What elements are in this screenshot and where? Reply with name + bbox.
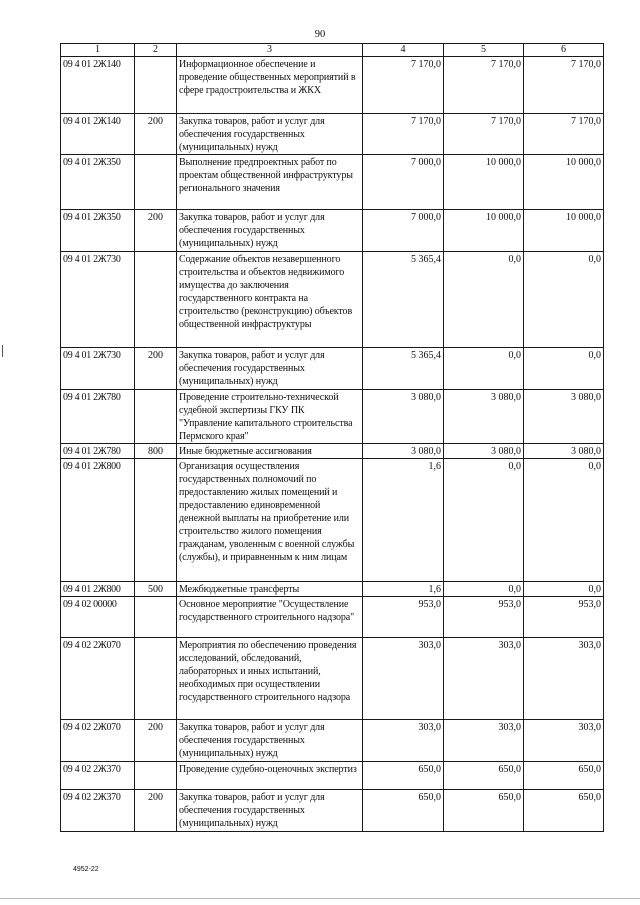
item-name: Закупка товаров, работ и услуг для обеспечения государственных (муниципальных) нужд (177, 114, 363, 155)
expense-type-code: 200 (135, 210, 177, 252)
amount-year-1: 3 080,0 (363, 390, 444, 444)
amount-year-2: 7 170,0 (444, 57, 524, 114)
amount-year-3: 303,0 (524, 720, 604, 762)
item-name: Межбюджетные трансферты (177, 582, 363, 597)
expense-type-code (135, 597, 177, 638)
target-article-code: 09 4 01 2Ж730 (61, 252, 135, 348)
amount-year-1: 953,0 (363, 597, 444, 638)
amount-year-3: 10 000,0 (524, 155, 604, 210)
amount-year-1: 650,0 (363, 790, 444, 832)
target-article-code: 09 4 01 2Ж800 (61, 459, 135, 582)
column-header: 1 (61, 44, 135, 57)
amount-year-1: 7 000,0 (363, 155, 444, 210)
column-header: 6 (524, 44, 604, 57)
amount-year-2: 3 080,0 (444, 444, 524, 459)
expense-type-code: 200 (135, 114, 177, 155)
target-article-code: 09 4 01 2Ж780 (61, 444, 135, 459)
amount-year-2: 303,0 (444, 720, 524, 762)
amount-year-1: 7 000,0 (363, 210, 444, 252)
amount-year-3: 0,0 (524, 348, 604, 390)
amount-year-2: 0,0 (444, 459, 524, 582)
table-row (61, 720, 604, 762)
amount-year-1: 5 365,4 (363, 348, 444, 390)
item-name: Закупка товаров, работ и услуг для обеспечения государственных (муниципальных) нужд (177, 210, 363, 252)
item-name: Выполнение предпроектных работ по проектам общественной инфраструктуры регионального значения (177, 155, 363, 210)
target-article-code: 09 4 02 2Ж070 (61, 638, 135, 720)
amount-year-3: 0,0 (524, 582, 604, 597)
table-row (61, 155, 604, 210)
expense-type-code: 200 (135, 720, 177, 762)
table-row (61, 390, 604, 444)
target-article-code: 09 4 01 2Ж140 (61, 114, 135, 155)
table-row (61, 57, 604, 114)
amount-year-2: 953,0 (444, 597, 524, 638)
table-row (61, 444, 604, 459)
table-row (61, 210, 604, 252)
amount-year-2: 650,0 (444, 790, 524, 832)
target-article-code: 09 4 01 2Ж780 (61, 390, 135, 444)
amount-year-2: 650,0 (444, 762, 524, 790)
amount-year-3: 650,0 (524, 762, 604, 790)
amount-year-3: 7 170,0 (524, 114, 604, 155)
amount-year-3: 7 170,0 (524, 57, 604, 114)
item-name: Закупка товаров, работ и услуг для обеспечения государственных (муниципальных) нужд (177, 720, 363, 762)
table-row (61, 762, 604, 790)
amount-year-1: 303,0 (363, 720, 444, 762)
amount-year-1: 3 080,0 (363, 444, 444, 459)
amount-year-2: 10 000,0 (444, 155, 524, 210)
amount-year-1: 7 170,0 (363, 57, 444, 114)
expense-type-code: 200 (135, 348, 177, 390)
expense-type-code: 500 (135, 582, 177, 597)
item-name: Содержание объектов незавершенного строительства и объектов недвижимого имущества до заключения государственного контракта на строительство (реконструкцию) объектов общественной инфраструктуры (177, 252, 363, 348)
expense-type-code (135, 252, 177, 348)
target-article-code: 09 4 02 00000 (61, 597, 135, 638)
amount-year-1: 1,6 (363, 459, 444, 582)
expense-type-code (135, 762, 177, 790)
amount-year-3: 953,0 (524, 597, 604, 638)
amount-year-3: 0,0 (524, 252, 604, 348)
amount-year-1: 7 170,0 (363, 114, 444, 155)
amount-year-1: 1,6 (363, 582, 444, 597)
table-row (61, 582, 604, 597)
target-article-code: 09 4 01 2Ж730 (61, 348, 135, 390)
item-name: Закупка товаров, работ и услуг для обеспечения государственных (муниципальных) нужд (177, 348, 363, 390)
table-row (61, 790, 604, 832)
amount-year-2: 0,0 (444, 252, 524, 348)
amount-year-2: 0,0 (444, 582, 524, 597)
expense-type-code: 200 (135, 790, 177, 832)
target-article-code: 09 4 02 2Ж370 (61, 762, 135, 790)
target-article-code: 09 4 01 2Ж800 (61, 582, 135, 597)
column-header: 5 (444, 44, 524, 57)
expense-type-code (135, 638, 177, 720)
table-row (61, 597, 604, 638)
item-name: Основное мероприятие "Осуществление государственного строительного надзора" (177, 597, 363, 638)
item-name: Иные бюджетные ассигнования (177, 444, 363, 459)
target-article-code: 09 4 02 2Ж070 (61, 720, 135, 762)
target-article-code: 09 4 01 2Ж350 (61, 210, 135, 252)
table-row (61, 114, 604, 155)
amount-year-2: 3 080,0 (444, 390, 524, 444)
item-name: Закупка товаров, работ и услуг для обеспечения государственных (муниципальных) нужд (177, 790, 363, 832)
column-header: 3 (177, 44, 363, 57)
expense-type-code (135, 57, 177, 114)
header-row (61, 44, 604, 57)
table-row (61, 348, 604, 390)
amount-year-3: 10 000,0 (524, 210, 604, 252)
budget-table (60, 43, 604, 832)
column-header: 4 (363, 44, 444, 57)
document-code: 4952-22 (73, 866, 99, 873)
expense-type-code: 800 (135, 444, 177, 459)
amount-year-1: 303,0 (363, 638, 444, 720)
amount-year-2: 0,0 (444, 348, 524, 390)
amount-year-1: 5 365,4 (363, 252, 444, 348)
amount-year-3: 303,0 (524, 638, 604, 720)
amount-year-3: 650,0 (524, 790, 604, 832)
amount-year-2: 10 000,0 (444, 210, 524, 252)
item-name: Информационное обеспечение и проведение общественных мероприятий в сфере градостроительства и ЖКХ (177, 57, 363, 114)
amount-year-1: 650,0 (363, 762, 444, 790)
target-article-code: 09 4 02 2Ж370 (61, 790, 135, 832)
expense-type-code (135, 459, 177, 582)
page-number: 90 (314, 29, 326, 40)
table-row (61, 252, 604, 348)
amount-year-2: 303,0 (444, 638, 524, 720)
item-name: Мероприятия по обеспечению проведения исследований, обследований, лабораторных и иных испытаний, необходимых при осуществлении государственного строительного надзора (177, 638, 363, 720)
table-row (61, 638, 604, 720)
amount-year-3: 0,0 (524, 459, 604, 582)
target-article-code: 09 4 01 2Ж350 (61, 155, 135, 210)
amount-year-2: 7 170,0 (444, 114, 524, 155)
amount-year-3: 3 080,0 (524, 444, 604, 459)
item-name: Организация осуществления государственных полномочий по предоставлению жилых помещений и предоставлению единовременной денежной выплаты на приобретение или строительство жилого помещения гражданам, уволенным с военной службы (службы), и приравненным к ним лицам (177, 459, 363, 582)
scan-edge-mark (0, 898, 640, 899)
item-name: Проведение строительно-технической судебной экспертизы ГКУ ПК "Управление капитального строительства Пермского края" (177, 390, 363, 444)
amount-year-3: 3 080,0 (524, 390, 604, 444)
scan-edge-mark (2, 345, 3, 357)
table-row (61, 459, 604, 582)
target-article-code: 09 4 01 2Ж140 (61, 57, 135, 114)
expense-type-code (135, 155, 177, 210)
expense-type-code (135, 390, 177, 444)
column-header: 2 (135, 44, 177, 57)
item-name: Проведение судебно-оценочных экспертиз (177, 762, 363, 790)
